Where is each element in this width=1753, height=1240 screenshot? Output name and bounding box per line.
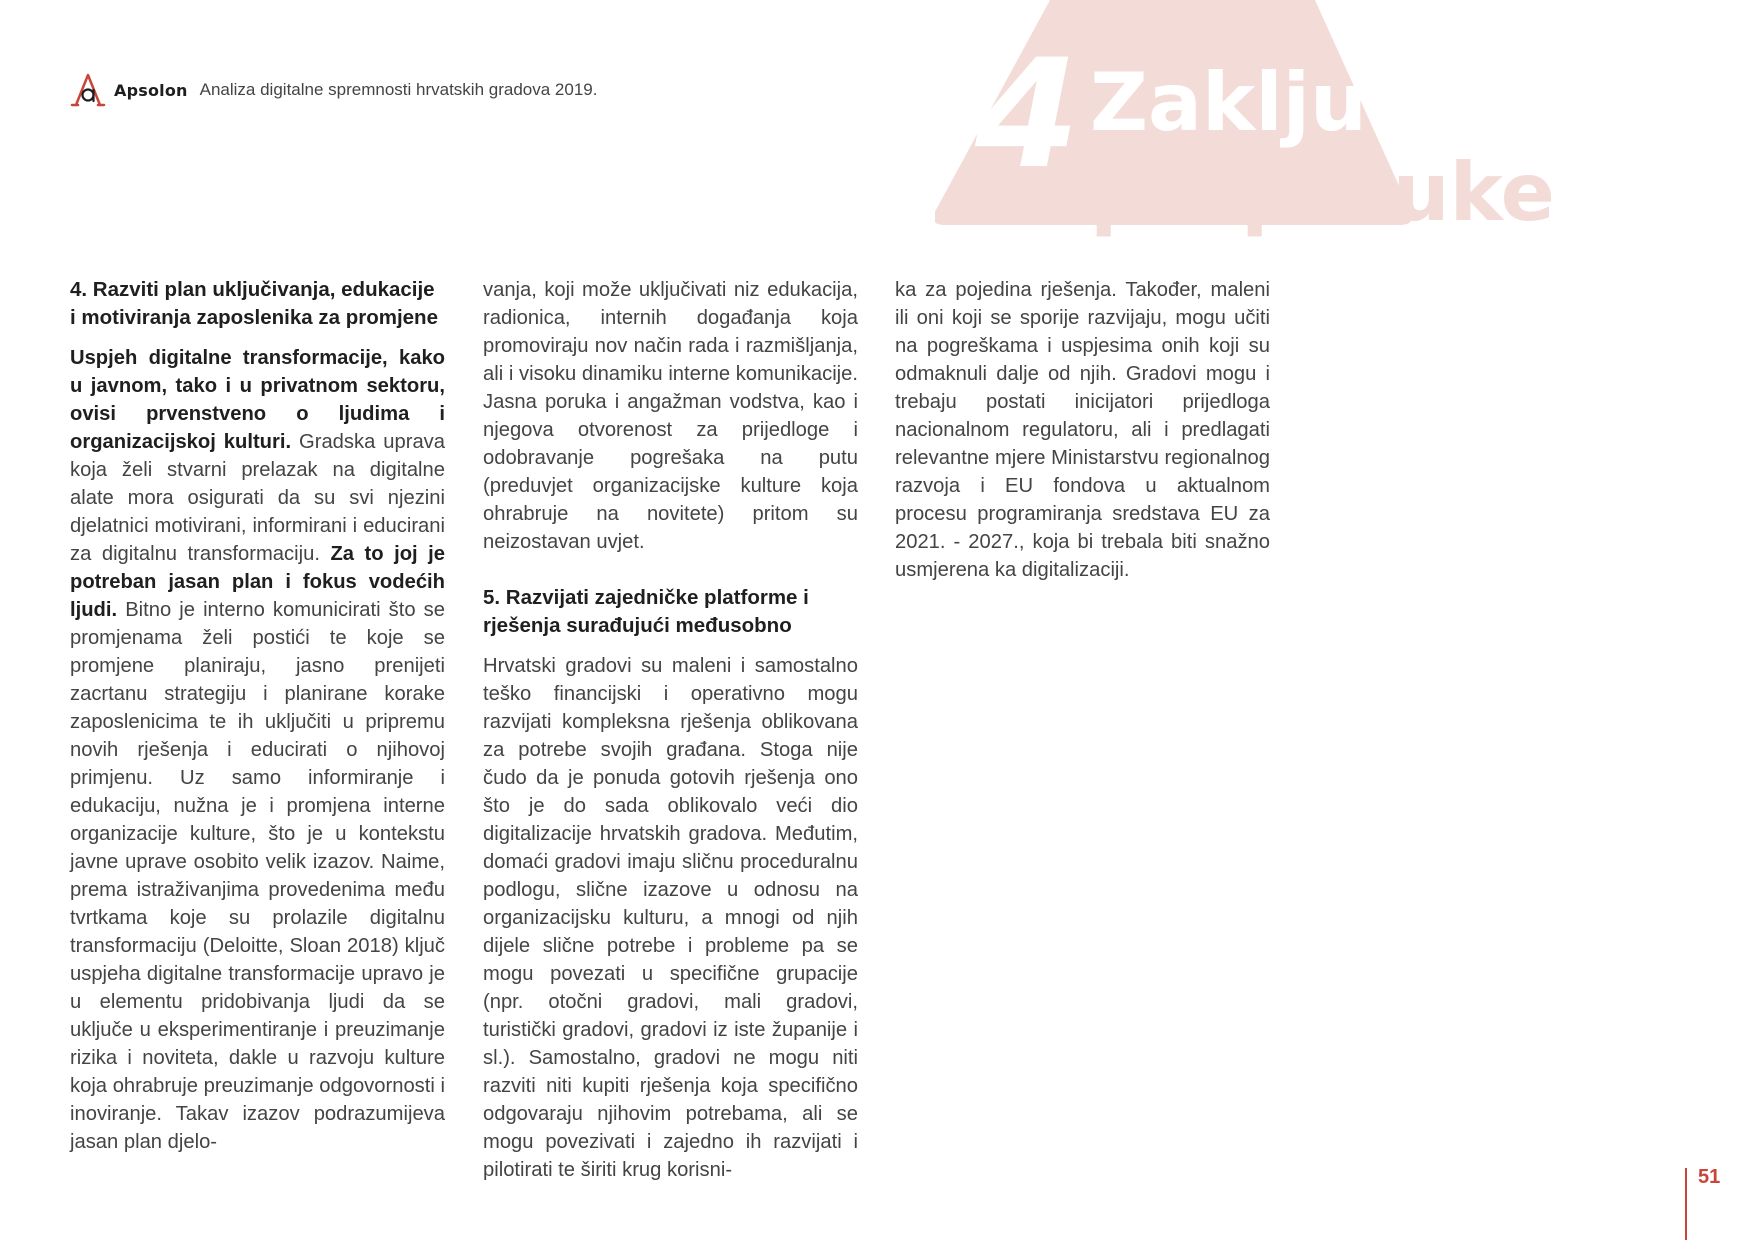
document-title: Analiza digitalne spremnosti hrvatskih gradova 2019. [199, 80, 598, 99]
chapter-title-line2: preporuke [1090, 146, 1555, 239]
text-column-1 [70, 276, 445, 1156]
section-heading-4: 4. Razviti plan uključivanja, edukacije i motiviranja zaposlenika za promjene [70, 278, 438, 329]
paragraph: Hrvatski gradovi su maleni i samostalno teško financijski i operativno mogu razvijati kompleksna rješenja oblikovana za potrebe svojih građana. Stoga nije čudo da je ponuda gotovih rješenja ono što je do sada oblikovalo veći dio digitalizacije hrvatskih gradova. Međutim, domaći gradovi imaju sličnu proceduralnu podlogu, slične izazove u odnosu na organizacijsku kulturu, a mnogi od njih dijele slične potrebe i probleme pa se mogu povezati u specifične grupacije (npr. otočni gradovi, mali gradovi, turistički gradovi, gradovi iz iste županije i sl.). Samostalno, gradovi ne mogu niti razviti niti kupiti rješenja koja specifično odgovaraju njihovim potrebama, ali se mogu povezivati i zajedno ih razvijati i pilotirati te širiti krug korisni- [483, 655, 858, 1181]
paragraph: vanja, koji može uključivati niz edukacija, radionica, internih događanja koja promoviraju nov način rada i razmišljanja, ali i visoku dinamiku interne komunikacije. Jasna poruka i angažman vodstva, kao i njegova otvorenost za prijedloge i odobravanje pogrešaka na putu (preduvjet organizacijske kulture koja ohrabruje na novitete) pritom su neizostavan uvjet. [483, 279, 858, 553]
text-column-3 [895, 276, 1270, 584]
apsolon-logo-icon [70, 71, 106, 109]
text-column-2 [483, 276, 858, 1184]
paragraph: ka za pojedina rješenja. Također, maleni ili oni koji se sporije razvijaju, mogu učiti na pogreškama i uspjesima onih koji su odmaknuli dalje od njih. Gradovi mogu i trebaju postati inicijatori prijedloga nacionalnom regulatoru, ali i predlagati relevantne mjere Ministarstvu regionalnog razvoja i EU fondova u aktualnom procesu programiranja sredstava EU za 2021. - 2027., koja bi trebala biti snažno usmjerena ka digitalizaciji. [895, 279, 1270, 581]
page-number-rule [1685, 1168, 1687, 1240]
emphasis-text: Za to joj je potreban jasan plan i fokus vodećih ljudi. [70, 543, 445, 621]
chapter-title [1090, 58, 1555, 238]
page-header [70, 70, 597, 110]
page-number: 51 [1698, 1166, 1721, 1188]
chapter-number: 4 [975, 28, 1080, 202]
paragraph [70, 344, 445, 1156]
body-text: Bitno je interno komunicirati što se promjenama želi postići te koje se promjene planiraju, jasno prenijeti zacrtanu strategiju i planirane korake zaposlenicima te ih uključiti u pripremu novih rješenja i educirati o njihovoj primjenu. Uz samo informiranje i edukaciju, nužna je i promjena interne organizacije kulture, što je u kontekstu javne uprave osobito velik izazov. Naime, prema istraživanjima provedenima među tvrtkama koje su prolazile digitalnu transformaciju (Deloitte, Sloan 2018) ključ uspjeha digitalne transformacije upravo je u elementu pridobivanja ljudi da se uključe u eksperimentiranje i preuzimanje rizika i noviteta, dakle u razvoju kulture koja ohrabruje preuzimanje odgovornosti i inoviranje. Takav izazov podrazumijeva jasan plan djelo- [70, 599, 445, 1153]
body-text: Gradska uprava koja želi stvarni prelazak na digitalne alate mora osigurati da su svi njezini djelatnici motivirani, informirani i educirani za digitalnu transformaciju. [70, 431, 445, 565]
emphasis-text: Uspjeh digitalne transformacije, kako u javnom, tako i u privatnom sektoru, ovisi prvenstveno o ljudima i organizacijskoj kulturi. [70, 347, 445, 453]
brand-name: Apsolon [114, 80, 188, 100]
chapter-title-line1: Zaključci i [1090, 56, 1545, 149]
section-heading-5: 5. Razvijati zajedničke platforme i rješenja surađujući međusobno [483, 586, 809, 637]
chapter-heading [935, 0, 1555, 250]
